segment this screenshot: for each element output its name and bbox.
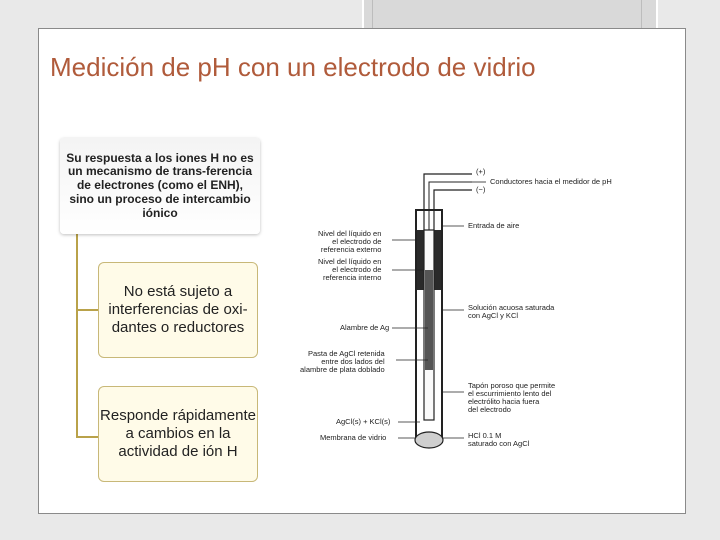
root-node: [60, 138, 260, 234]
label-membrana: Membrana de vidrio: [320, 433, 387, 442]
label-conductores: Conductores hacia el medidor de pH: [490, 177, 612, 186]
glass-bulb: [415, 432, 443, 448]
label-alambre: Alambre de Ag: [340, 323, 390, 332]
child-node-1: [98, 262, 258, 358]
electrode-diagram: [296, 160, 646, 460]
label-tapon: Tapón poroso que permite el escurrimiento lento del electrólito hacia fuera del electrodo: [468, 381, 556, 414]
child-node-1-text: No está sujeto a interferencias de oxi-dantes o reductores: [108, 283, 248, 336]
label-hcl: HCl 0.1 M saturado con AgCl: [468, 431, 530, 448]
child-node-2-text: Responde rápidamente a cambios en la actividad de ión H: [100, 407, 256, 460]
label-reaccion: AgCl(s) + KCl(s): [336, 417, 391, 426]
label-nivel-interno: Nivel del líquido en el electrodo de referencia interno: [318, 257, 382, 282]
label-entrada-aire: Entrada de aire: [468, 221, 520, 230]
label-nivel-externo: Nivel del líquido en el electrodo de referencia externo: [318, 229, 382, 254]
wire-extra: [429, 182, 472, 230]
slide-title: Medición de pH con un electrodo de vidrio: [50, 52, 536, 82]
tree-connector-branch-1: [76, 309, 98, 311]
tree-connector-vertical: [76, 234, 78, 438]
inner-liquid: [425, 270, 433, 370]
root-node-text: Su respuesta a los iones H no es un mecanismo de trans-ferencia de electrones (como el ENH), sino un proceso de intercambio iónico: [66, 150, 254, 220]
tree-connector-branch-2: [76, 436, 98, 438]
label-pasta: Pasta de AgCl retenida entre dos lados del alambre de plata doblado: [300, 349, 385, 374]
label-solucion: Solución acuosa saturada con AgCl y KCl: [468, 303, 555, 320]
label-minus: (−): [476, 185, 486, 194]
child-node-2: [98, 386, 258, 482]
label-plus: (+): [476, 167, 486, 176]
